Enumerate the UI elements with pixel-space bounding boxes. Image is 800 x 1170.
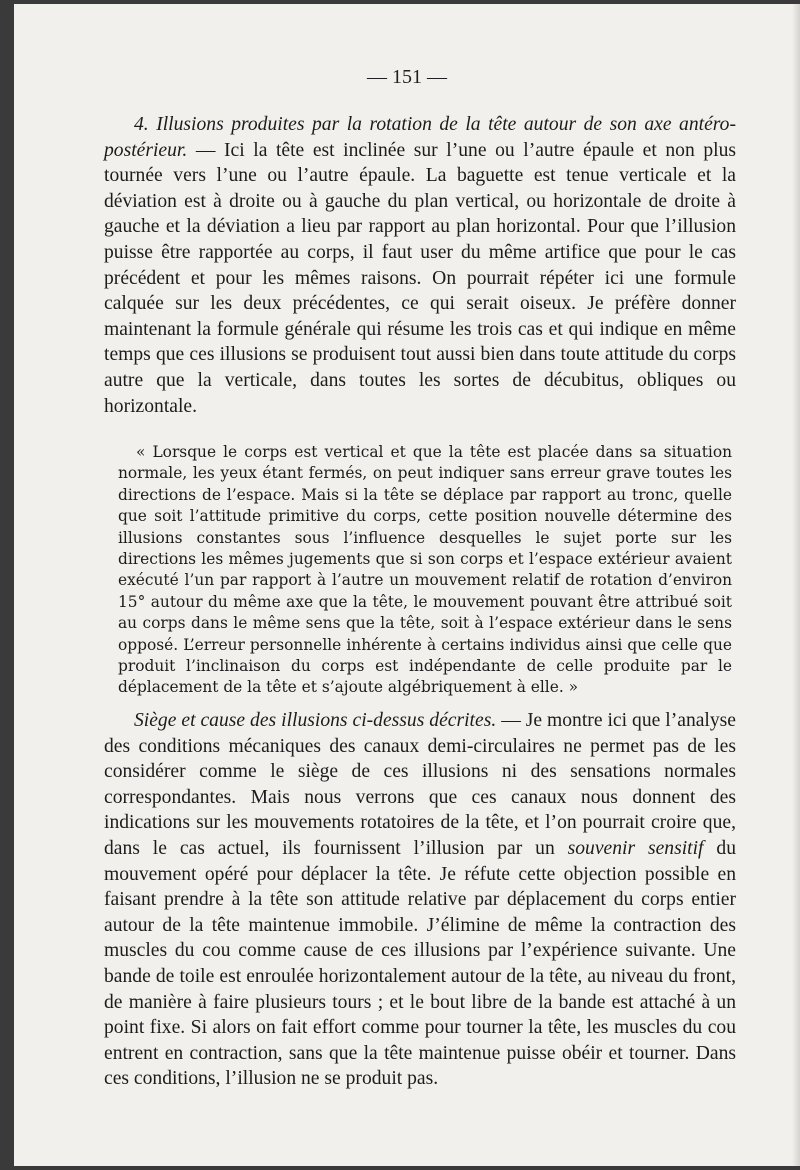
page-number: — 151 — [367, 66, 447, 88]
paragraph-body-part-2: du mouvement opéré pour déplacer la tête. Je réfute cette objection possible en faisant prendre à la tête son attitude relative par déplacement du corps entier autour de la tête maintenue immobile. J’élimine de même la contraction des muscles du cou comme cause de ces illusions par l’expérience suivante. Une bande de toile est enroulée horizontalement autour de la tête, au niveau du front, de manière à faire plusieurs tours ; et le bout libre de la bande est attaché à un point fixe. Si alors on fait effort comme pour tourner la tête, les muscles du cou entrent en contraction, sans que la tête maintenue puisse obéir et tourner. Dans ces conditions, l’illusion ne se produit pas. [104, 837, 736, 1090]
section-heading-siege: Siège et cause des illusions ci-dessus décrites. [134, 710, 497, 731]
block-quote-formula: « Lorsque le corps est vertical et que la tête est placée dans sa situation normale, les yeux étant fermés, on peut indiquer sans erreur grave toutes les directions de l’espace. Mais si la tête se déplace par rapport au tronc, quelle que soit l’attitude primitive du corps, cette position nouvelle détermine des illusions constantes sous l’influence desquelles le sujet porte sur les directions les mêmes jugements que si son corps et l’espace extérieur avaient exécuté l’un par rapport à l’autre un mouvement relatif de rotation d’environ 15° autour du même axe que la tête, le mouvement pouvant être attribué soit au corps dans le même sens que la tête, soit à l’espace extérieur dans le sens opposé. L’erreur personnelle inhérente à certains individus ainsi que celle que produit l’inclinaison du corps est indépendante de celle produite par le déplacement de la tête et s’ajoute algébriquement à elle. » [118, 443, 732, 697]
paragraph-body-part-1: — Je montre ici que l’analyse des conditions mécaniques des canaux demi-circulaires ne permet pas de les considérer comme le siège de ces illusions ni des sensations normales correspondantes. Mais nous verrons que ces canaux nous donnent des indications sur les mouvements rotatoires de la tête, et l’on pourrait croire que, dans le cas actuel, ils fournissent l’illusion par un [104, 710, 736, 859]
paragraph-body: — Ici la tête est inclinée sur l’une ou l’autre épaule et non plus tournée vers l’une ou l’autre épaule. La baguette est tenue verticale et la déviation est à droite ou à gauche du plan vertical, ou horizontale de droite à gauche et la déviation a lieu par rapport au plan horizontal. Pour que l’illusion puisse être rapportée au corps, il faut user du même artifice que pour le cas précédent et pour les mêmes raisons. On pourrait répéter ici une formule calquée sur les deux précédentes, ce qui serait oiseux. Je préfère donner maintenant la formule générale qui résume les trois cas et qui indique en même temps que ces illusions se produisent tout aussi bien dans toute attitude du corps autre que la verticale, dans toutes les sortes de décubitus, obliques ou horizontale. [104, 139, 736, 417]
section-heading-4: 4. Illusions produites par la rotation de la tête autour de son axe antéro-postérieur. [104, 114, 736, 161]
paragraph-illusions-rotation [104, 112, 736, 419]
book-page [14, 4, 800, 1166]
paragraph-siege-cause [104, 708, 736, 1092]
page-edge-shadow [792, 4, 800, 1166]
emphasis-souvenir-sensitif: souvenir sensitif [567, 837, 704, 859]
